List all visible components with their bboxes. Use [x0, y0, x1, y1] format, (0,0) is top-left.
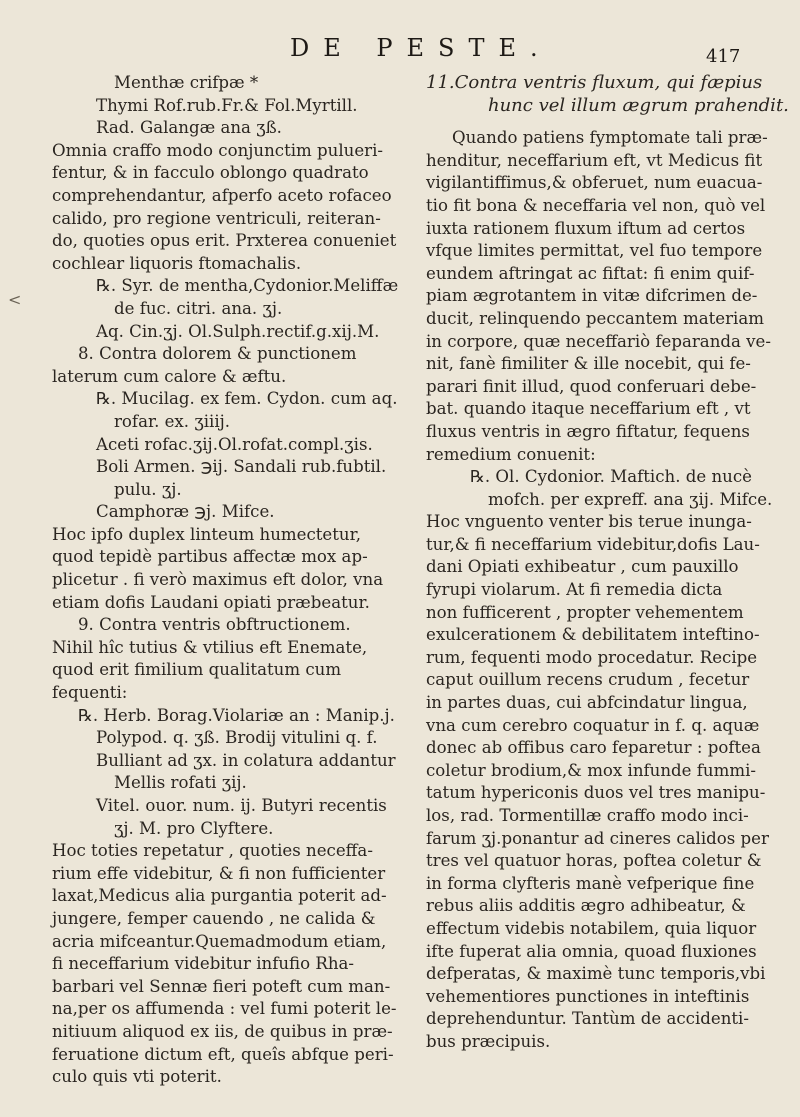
text-line: deprehenduntur. Tantùm de accidenti- [426, 1009, 749, 1029]
text-line: culo quis vti poterit. [52, 1067, 222, 1087]
section-heading [426, 72, 789, 117]
text-line: in corpore, quæ neceffariò feparanda ve- [426, 331, 771, 351]
text-line: etiam dofis Laudani opiati præbeatur. [52, 592, 370, 612]
text-line: Camphoræ ℈j. Mifce. [96, 502, 275, 522]
text-line: na,per os affumenda : vel fumi poterit le- [52, 999, 397, 1019]
text-line: parari finit illud, quod conferuari debe- [426, 376, 757, 396]
text-line: pulu. ʒj. [114, 479, 182, 499]
running-title: DE PESTE. [290, 34, 552, 62]
text-line: Aceti rofac.ʒij.Ol.rofat.compl.ʒis. [96, 434, 373, 454]
text-line: Vitel. ouor. num. ij. Butyri recentis [96, 796, 387, 815]
margin-mark: < [8, 290, 22, 309]
text-line: iuxta rationem fluxum iftum ad certos [426, 218, 746, 238]
text-line: bat. quando itaque neceffarium eft , vt [426, 399, 751, 419]
text-line: fi neceffarium videbitur infufio Rha- [52, 954, 355, 974]
text-line: Polypod. q. ʒß. Brodij vitulini q. f. [96, 728, 378, 748]
text-line: 9. Contra ventris obftructionem. [78, 615, 351, 635]
text-line: ʒj. M. pro Clyftere. [114, 818, 274, 838]
text-line: tatum hypericonis duos vel tres manipu- [426, 783, 766, 803]
text-line: Omnia craffo modo conjunctim pulueri- [52, 140, 384, 160]
text-line: Bulliant ad ʒx. in colatura addantur [96, 750, 396, 770]
text-line: jungere, femper cauendo , ne calida & [52, 908, 376, 928]
text-line: vigilantiffimus,& obferuet, num euacua- [426, 173, 763, 193]
text-line: remedium conuenit: [426, 444, 596, 464]
text-line: dani Opiati exhibeatur , cum pauxillo [426, 557, 739, 577]
text-line: quod erit fimilium qualitatum cum [52, 660, 342, 680]
text-line: Hoc toties repetatur , quoties neceffa- [52, 841, 373, 861]
text-line: 8. Contra dolorem & punctionem [78, 344, 357, 364]
text-line: Rad. Galangæ ana ʒß. [96, 118, 282, 138]
text-line: comprehendantur, afperfo aceto rofaceo [52, 185, 392, 205]
heading-line: hunc vel illum ægrum prahendit. [488, 94, 789, 116]
text-line: fluxus ventris in ægro fiftatur, fequens [426, 421, 750, 441]
text-line: Menthæ crifpæ * [114, 73, 259, 92]
text-line: Mellis rofati ʒij. [114, 773, 247, 793]
page-number: 417 [706, 46, 741, 67]
right-body [426, 127, 773, 1053]
text-line: piam ægrotantem in vitæ difcrimen de- [426, 286, 758, 306]
text-line: Thymi Rof.rub.Fr.& Fol.Myrtill. [96, 95, 358, 115]
text-line: Boli Armen. ℈ij. Sandali rub.fubtil. [96, 457, 387, 477]
text-line: calido, pro regione ventriculi, reiteran- [52, 208, 381, 228]
right-column [426, 72, 789, 1054]
text-line: eundem aftringat ac fiftat: fi enim quif- [426, 263, 755, 283]
text-line: nitiuum aliquod ex iis, de quibus in præ- [52, 1021, 393, 1041]
page-header [0, 34, 800, 67]
text-line: ℞. Mucilag. ex fem. Cydon. cum aq. [96, 389, 398, 409]
text-line: Quando patiens fymptomate tali præ- [452, 128, 768, 148]
text-line: rofar. ex. ʒiiij. [114, 411, 231, 431]
heading-line: 11.Contra ventris fluxum, qui fæpius [426, 72, 763, 93]
text-line: defperatas, & maximè tunc temporis,vbi [426, 964, 766, 984]
text-line: farum ʒj.ponantur ad cineres calidos per [426, 828, 769, 848]
text-line: fentur, & in facculo oblongo quadrato [52, 163, 369, 183]
text-line: in partes duas, cui abfcindatur lingua, [426, 693, 748, 713]
text-line: nit, fanè fimiliter & ille nocebit, qui fe- [426, 354, 751, 374]
text-line: rebus aliis additis ægro adhibeatur, & [426, 896, 746, 916]
text-line: Hoc ipfo duplex linteum humectetur, [52, 524, 361, 544]
text-line: acria mifceantur.Quemadmodum etiam, [52, 931, 387, 951]
text-line: non fufficerent , propter vehementem [426, 602, 744, 622]
text-line: ℞. Ol. Cydonior. Maftich. de nucè [470, 467, 752, 487]
text-line: coletur brodium,& mox infunde fummi- [426, 760, 756, 780]
text-line: ifte fuperat alia omnia, quoad fluxiones [426, 941, 757, 961]
text-line: plicetur . fi verò maximus eft dolor, vna [52, 570, 384, 590]
text-line: effectum videbis notabilem, quia liquor [426, 918, 757, 938]
text-line: laterum cum calore & æftu. [52, 366, 287, 386]
text-line: henditur, neceffarium eft, vt Medicus fit [426, 150, 763, 170]
text-line: ℞. Herb. Borag.Violariæ an : Manip.j. [78, 705, 395, 725]
text-line: ℞. Syr. de mentha,Cydonior.Meliffæ [96, 276, 399, 296]
text-line: rum, fequenti modo procedatur. Recipe [426, 647, 758, 667]
text-line: cochlear liquoris ftomachalis. [52, 253, 302, 273]
text-line: bus præcipuis. [426, 1031, 551, 1051]
text-line: exulcerationem & debilitatem inteftino- [426, 625, 760, 645]
text-line: do, quoties opus erit. Prxterea conueniet [52, 231, 397, 251]
text-line: fyrupi violarum. At fi remedia dicta [426, 580, 723, 600]
left-column [52, 72, 399, 1089]
text-line: tres vel quatuor horas, poftea coletur & [426, 851, 762, 871]
text-line: caput ouillum recens crudum , fecetur [426, 670, 750, 690]
text-line: donec ab offibus caro feparetur : poftea [426, 738, 761, 758]
text-line: quod tepidè partibus affectæ mox ap- [52, 547, 368, 567]
text-line: vfque limites permittat, vel fuo tempore [426, 241, 763, 261]
text-line: de fuc. citri. ana. ʒj. [114, 298, 283, 318]
text-line: barbari vel Sennæ fieri poteft cum man- [52, 976, 391, 996]
text-line: feruatione dictum eft, queîs abfque peri- [52, 1044, 394, 1064]
text-line: tur,& fi neceffarium videbitur,dofis Lau- [426, 534, 760, 554]
text-line: vehementiores punctiones in inteftinis [426, 986, 750, 1006]
text-line: rium effe videbitur, & fi non fufficienter [52, 863, 386, 883]
text-line: tio fit bona & neceffaria vel non, quò vel [426, 195, 766, 215]
text-line: los, rad. Tormentillæ craffo modo inci- [426, 806, 749, 825]
text-line: ducit, relinquendo peccantem materiam [426, 308, 764, 328]
text-line: Hoc vnguento venter bis terue inunga- [426, 512, 752, 532]
text-line: vna cum cerebro coquatur in f. q. aquæ [426, 715, 760, 735]
text-line: Nihil hîc tutius & vtilius eft Enemate, [52, 637, 368, 657]
text-line: in forma clyfteris manè vefperique fine [426, 873, 755, 893]
text-line: Aq. Cin.ʒj. Ol.Sulph.rectif.g.xij.M. [96, 321, 380, 341]
text-line: laxat,Medicus alia purgantia poterit ad- [52, 886, 387, 906]
text-line: mofch. per expreff. ana ʒij. Mifce. [488, 489, 773, 509]
text-line: fequenti: [52, 683, 128, 703]
